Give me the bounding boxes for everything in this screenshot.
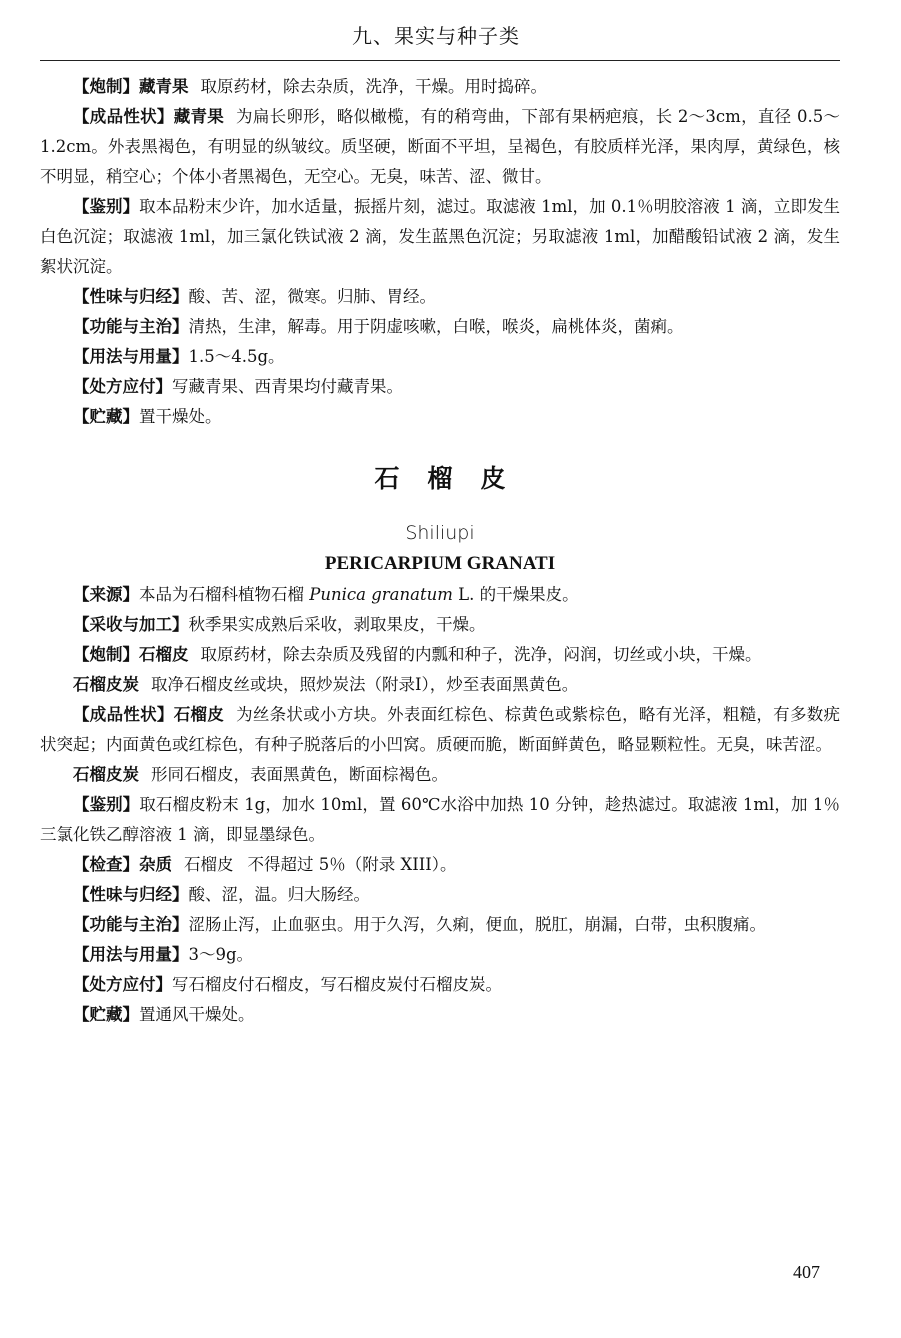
paragraph-caishou: 【采收与加工】秋季果实成熟后采收，剥取果皮，干燥。: [73, 615, 486, 634]
paragraph-paozhi-tan: 石榴皮炭 取净石榴皮丝或块，照炒炭法（附录Ⅰ），炒至表面黑黄色。: [73, 675, 579, 694]
page-content: [40, 72, 840, 1030]
paragraph-yongfa-1: 【用法与用量】1.5～4.5g。: [73, 347, 285, 366]
header-title: 九、果实与种子类: [352, 24, 520, 48]
paragraph-zhucang-2: 【贮藏】置通风干燥处。: [73, 1005, 255, 1024]
paragraph-zhucang-1: 【贮藏】置干燥处。: [73, 407, 222, 426]
paragraph-xingwei-2: 【性味与归经】酸、涩，温。归大肠经。: [73, 885, 370, 904]
paragraph-xingwei-1: 【性味与归经】酸、苦、涩，微寒。归肺、胃经。: [73, 287, 436, 306]
paragraph-yongfa-2: 【用法与用量】3～9g。: [73, 945, 254, 964]
paragraph-xingzhuang-2: 【成品性状】石榴皮 为丝条状或小方块。外表面红棕色、棕黄色或紫棕色，略有光泽，粗糙，有多数疣状突起；内面黄色或红棕色，有种子脱落后的小凹窝。质硬而脆，断面鲜黄色，略显颗粒性。无臭，味苦涩。: [40, 705, 841, 754]
paragraph-xingzhuang-1: 【成品性状】藏青果 为扁长卵形，略似橄榄，有的稍弯曲，下部有果柄疤痕，长 2～3cm，直径 0.5～1.2cm。外表黑褐色，有明显的纵皱纹。质坚硬，断面不平坦，呈褐色，有胶质样光泽，果肉厚，黄绿色，核不明显，稍空心；个体小者黑褐色，无空心。无臭，味苦、涩、微甘。: [40, 107, 840, 186]
paragraph-chufang-1: 【处方应付】写藏青果、西青果均付藏青果。: [73, 377, 403, 396]
paragraph-jiancha: 【检查】杂质 石榴皮 不得超过 5％（附录 XIII）。: [73, 855, 457, 874]
paragraph-laiyuan: 【来源】本品为石榴科植物石榴 Punica granatum L. 的干燥果皮。: [73, 585, 579, 604]
paragraph-chufang-2: 【处方应付】写石榴皮付石榴皮，写石榴皮炭付石榴皮炭。: [73, 975, 502, 994]
paragraph-gongneng-2: 【功能与主治】涩肠止泻，止血驱虫。用于久泻，久痢，便血，脱肛，崩漏，白带，虫积腹痛。: [73, 915, 766, 934]
paragraph-paozhi-2: 【炮制】石榴皮 取原药材，除去杂质及残留的内瓢和种子，洗净，闷润，切丝或小块，干燥。: [73, 645, 762, 664]
monograph-pinyin: Shiliupi: [405, 522, 475, 544]
paragraph-jianbie-2: 【鉴别】取石榴皮粉末 1g，加水 10ml，置 60℃水浴中加热 10 分钟，趁热滤过。取滤液 1ml，加 1％三氯化铁乙醇溶液 1 滴，即显墨绿色。: [40, 795, 840, 844]
paragraph-paozhi-1: 【炮制】藏青果 取原药材，除去杂质，洗净，干燥。用时捣碎。: [73, 77, 547, 96]
paragraph-jianbie-1: 【鉴别】取本品粉末少许，加水适量，振摇片刻，滤过。取滤液 1ml，加 0.1％明胶溶液 1 滴，立即发生白色沉淀；取滤液 1ml，加三氯化铁试液 2 滴，发生蓝黑色沉淀；另取滤液 1ml，加醋酸铅试液 2 滴，发生絮状沉淀。: [40, 197, 841, 276]
running-header: [40, 18, 840, 61]
page-number: 407: [793, 1262, 820, 1282]
paragraph-xingzhuang-tan: 石榴皮炭 形同石榴皮，表面黑黄色，断面棕褐色。: [73, 765, 448, 784]
paragraph-gongneng-1: 【功能与主治】清热，生津，解毒。用于阴虚咳嗽，白喉，喉炎，扁桃体炎，菌痢。: [73, 317, 684, 336]
latin-species-name: Punica granatum: [309, 585, 453, 604]
monograph-latin-name: PERICARPIUM GRANATI: [324, 553, 556, 574]
monograph-title: 石榴皮: [374, 464, 534, 493]
